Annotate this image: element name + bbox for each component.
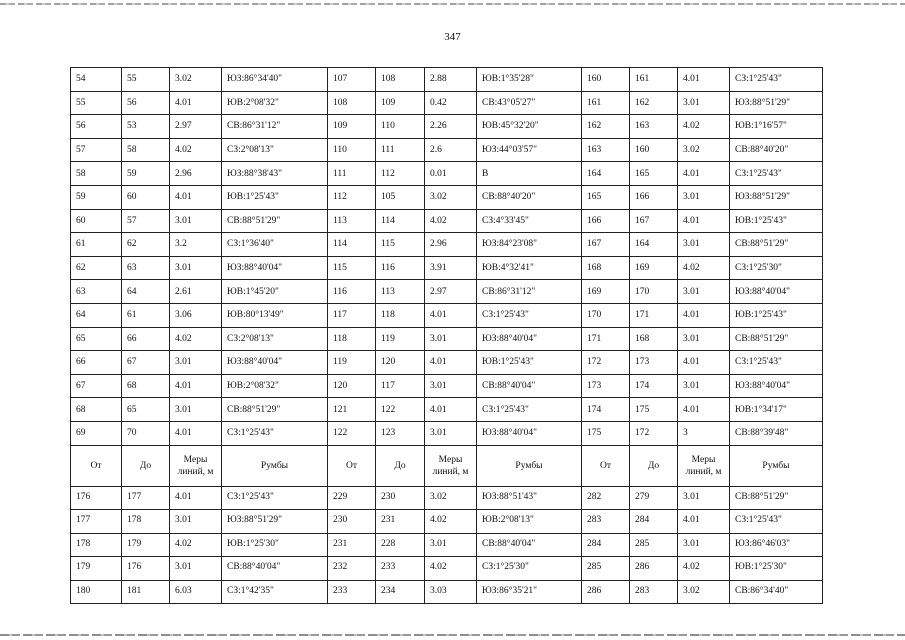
to-cell: 286 <box>630 557 678 581</box>
to-cell: 165 <box>630 162 678 186</box>
header-bearing: Румбы <box>477 445 582 486</box>
from-cell: 118 <box>328 327 376 351</box>
to-cell: 161 <box>630 68 678 92</box>
to-cell: 65 <box>122 398 170 422</box>
header-block <box>71 445 823 486</box>
bearing-cell: СЗ:1°25'43" <box>730 510 823 534</box>
to-cell: 105 <box>376 185 425 209</box>
from-cell: 63 <box>71 280 122 304</box>
header-from: От <box>71 445 122 486</box>
header-measure-line1: Меры <box>438 454 463 465</box>
from-cell: 175 <box>582 421 630 445</box>
to-cell: 173 <box>630 351 678 375</box>
bearing-cell: СВ:86°31'12" <box>477 280 582 304</box>
bearing-cell: ЮЗ:88°40'04" <box>477 421 582 445</box>
to-cell: 58 <box>122 138 170 162</box>
to-cell: 230 <box>376 486 425 510</box>
table-row <box>71 91 823 115</box>
bearing-cell: ЮВ:2°08'32" <box>222 374 328 398</box>
length-cell: 4.02 <box>170 533 222 557</box>
to-cell: 171 <box>630 303 678 327</box>
length-cell: 2.97 <box>170 115 222 139</box>
from-cell: 55 <box>71 91 122 115</box>
from-cell: 113 <box>328 209 376 233</box>
to-cell: 162 <box>630 91 678 115</box>
header-from: От <box>582 445 630 486</box>
bearing-cell: ЮЗ:88°40'04" <box>730 280 823 304</box>
length-cell: 4.02 <box>678 256 730 280</box>
to-cell: 113 <box>376 280 425 304</box>
bearing-cell: ЮВ:4°32'41" <box>477 256 582 280</box>
bearing-cell: ЮВ:1°25'43" <box>730 303 823 327</box>
from-cell: 114 <box>328 233 376 257</box>
to-cell: 108 <box>376 68 425 92</box>
to-cell: 56 <box>122 91 170 115</box>
to-cell: 166 <box>630 185 678 209</box>
to-cell: 115 <box>376 233 425 257</box>
bearing-cell: ЮЗ:88°51'43" <box>477 486 582 510</box>
header-row <box>71 445 823 486</box>
length-cell: 3.01 <box>678 185 730 209</box>
to-cell: 118 <box>376 303 425 327</box>
header-measure-line2: линий, м <box>685 466 722 477</box>
bearing-cell: ЮВ:1°35'28" <box>477 68 582 92</box>
from-cell: 68 <box>71 398 122 422</box>
length-cell: 3.01 <box>425 374 477 398</box>
bearing-cell: СЗ:4°33'45" <box>477 209 582 233</box>
bearing-cell: ЮЗ:88°51'29" <box>222 510 328 534</box>
bearing-cell: ЮВ:1°25'30" <box>730 557 823 581</box>
bearing-cell: СВ:88°51'29" <box>730 327 823 351</box>
bearing-cell: СЗ:1°25'43" <box>730 351 823 375</box>
header-measure-line1: Меры <box>691 454 716 465</box>
bearing-cell: СВ:88°51'29" <box>730 486 823 510</box>
survey-table <box>70 67 823 604</box>
bearing-cell: ЮЗ:88°40'04" <box>222 256 328 280</box>
length-cell: 4.01 <box>170 91 222 115</box>
length-cell: 4.01 <box>170 374 222 398</box>
from-cell: 65 <box>71 327 122 351</box>
from-cell: 230 <box>328 510 376 534</box>
to-cell: 123 <box>376 421 425 445</box>
length-cell: 3.03 <box>425 580 477 604</box>
bearing-cell: СВ:88°40'20" <box>730 138 823 162</box>
to-cell: 66 <box>122 327 170 351</box>
to-cell: 114 <box>376 209 425 233</box>
bearing-cell: СЗ:2°08'13" <box>222 138 328 162</box>
to-cell: 61 <box>122 303 170 327</box>
from-cell: 115 <box>328 256 376 280</box>
from-cell: 107 <box>328 68 376 92</box>
from-cell: 111 <box>328 162 376 186</box>
bearing-cell: ЮВ:1°25'43" <box>730 209 823 233</box>
table-row <box>71 327 823 351</box>
length-cell: 3.01 <box>170 398 222 422</box>
from-cell: 67 <box>71 374 122 398</box>
from-cell: 120 <box>328 374 376 398</box>
from-cell: 283 <box>582 510 630 534</box>
bearing-cell: В <box>477 162 582 186</box>
from-cell: 60 <box>71 209 122 233</box>
to-cell: 178 <box>122 510 170 534</box>
length-cell: 3.01 <box>425 327 477 351</box>
bearing-cell: ЮЗ:88°38'43" <box>222 162 328 186</box>
from-cell: 166 <box>582 209 630 233</box>
table-row <box>71 115 823 139</box>
from-cell: 121 <box>328 398 376 422</box>
from-cell: 59 <box>71 185 122 209</box>
table-row <box>71 351 823 375</box>
table-row <box>71 256 823 280</box>
table-row <box>71 580 823 604</box>
from-cell: 62 <box>71 256 122 280</box>
length-cell: 4.01 <box>678 351 730 375</box>
header-measure <box>170 445 222 486</box>
from-cell: 119 <box>328 351 376 375</box>
length-cell: 3.2 <box>170 233 222 257</box>
bearing-cell: ЮВ:2°08'32" <box>222 91 328 115</box>
length-cell: 4.02 <box>678 115 730 139</box>
from-cell: 176 <box>71 486 122 510</box>
from-cell: 285 <box>582 557 630 581</box>
to-cell: 53 <box>122 115 170 139</box>
from-cell: 284 <box>582 533 630 557</box>
length-cell: 4.01 <box>425 303 477 327</box>
table-row <box>71 162 823 186</box>
length-cell: 3.01 <box>678 91 730 115</box>
length-cell: 4.01 <box>678 303 730 327</box>
length-cell: 4.01 <box>678 68 730 92</box>
length-cell: 4.01 <box>170 421 222 445</box>
to-cell: 55 <box>122 68 170 92</box>
from-cell: 229 <box>328 486 376 510</box>
to-cell: 231 <box>376 510 425 534</box>
from-cell: 179 <box>71 557 122 581</box>
to-cell: 167 <box>630 209 678 233</box>
bearing-cell: ЮЗ:86°35'21" <box>477 580 582 604</box>
to-cell: 179 <box>122 533 170 557</box>
bearing-cell: СЗ:1°25'43" <box>730 162 823 186</box>
from-cell: 161 <box>582 91 630 115</box>
table-row <box>71 303 823 327</box>
to-cell: 119 <box>376 327 425 351</box>
bearing-cell: ЮВ:2°08'13" <box>477 510 582 534</box>
bearing-cell: ЮЗ:44°03'57" <box>477 138 582 162</box>
to-cell: 109 <box>376 91 425 115</box>
from-cell: 122 <box>328 421 376 445</box>
lower-rows <box>71 486 823 604</box>
to-cell: 64 <box>122 280 170 304</box>
length-cell: 3.02 <box>678 580 730 604</box>
length-cell: 4.01 <box>678 209 730 233</box>
bearing-cell: ЮВ:1°45'20" <box>222 280 328 304</box>
length-cell: 3.01 <box>170 351 222 375</box>
to-cell: 60 <box>122 185 170 209</box>
length-cell: 3.02 <box>170 68 222 92</box>
bearing-cell: СВ:88°51'29" <box>222 398 328 422</box>
from-cell: 108 <box>328 91 376 115</box>
from-cell: 163 <box>582 138 630 162</box>
length-cell: 3.01 <box>678 327 730 351</box>
length-cell: 2.96 <box>425 233 477 257</box>
from-cell: 231 <box>328 533 376 557</box>
upper-rows <box>71 68 823 446</box>
from-cell: 57 <box>71 138 122 162</box>
from-cell: 66 <box>71 351 122 375</box>
from-cell: 180 <box>71 580 122 604</box>
length-cell: 4.01 <box>678 162 730 186</box>
bearing-cell: ЮЗ:88°51'29" <box>730 185 823 209</box>
from-cell: 167 <box>582 233 630 257</box>
length-cell: 2.26 <box>425 115 477 139</box>
to-cell: 67 <box>122 351 170 375</box>
from-cell: 164 <box>582 162 630 186</box>
to-cell: 283 <box>630 580 678 604</box>
length-cell: 3.06 <box>170 303 222 327</box>
bearing-cell: СЗ:1°25'43" <box>222 421 328 445</box>
table-row <box>71 185 823 209</box>
bearing-cell: ЮВ:1°34'17" <box>730 398 823 422</box>
to-cell: 234 <box>376 580 425 604</box>
to-cell: 62 <box>122 233 170 257</box>
length-cell: 4.01 <box>170 486 222 510</box>
length-cell: 4.01 <box>425 398 477 422</box>
from-cell: 169 <box>582 280 630 304</box>
length-cell: 4.02 <box>425 510 477 534</box>
from-cell: 286 <box>582 580 630 604</box>
bearing-cell: СВ:88°39'48" <box>730 421 823 445</box>
length-cell: 4.02 <box>425 209 477 233</box>
bearing-cell: ЮВ:1°16'57" <box>730 115 823 139</box>
header-to: До <box>630 445 678 486</box>
length-cell: 2.88 <box>425 68 477 92</box>
table-row <box>71 510 823 534</box>
bearing-cell: ЮЗ:88°40'04" <box>477 327 582 351</box>
from-cell: 116 <box>328 280 376 304</box>
bearing-cell: ЮЗ:84°23'08" <box>477 233 582 257</box>
bearing-cell: СВ:88°40'04" <box>477 533 582 557</box>
bearing-cell: ЮВ:80°13'49" <box>222 303 328 327</box>
length-cell: 4.02 <box>425 557 477 581</box>
length-cell: 4.01 <box>170 185 222 209</box>
table-row <box>71 421 823 445</box>
length-cell: 3.01 <box>678 533 730 557</box>
length-cell: 2.97 <box>425 280 477 304</box>
length-cell: 2.61 <box>170 280 222 304</box>
length-cell: 3.01 <box>678 486 730 510</box>
bearing-cell: ЮВ:1°25'43" <box>222 185 328 209</box>
to-cell: 233 <box>376 557 425 581</box>
to-cell: 172 <box>630 421 678 445</box>
to-cell: 279 <box>630 486 678 510</box>
to-cell: 110 <box>376 115 425 139</box>
length-cell: 4.01 <box>425 351 477 375</box>
to-cell: 160 <box>630 138 678 162</box>
length-cell: 3 <box>678 421 730 445</box>
bearing-cell: СЗ:2°08'13" <box>222 327 328 351</box>
header-measure-line1: Меры <box>183 454 208 465</box>
header-to: До <box>122 445 170 486</box>
to-cell: 285 <box>630 533 678 557</box>
table-row <box>71 138 823 162</box>
length-cell: 3.01 <box>678 280 730 304</box>
to-cell: 57 <box>122 209 170 233</box>
length-cell: 4.01 <box>678 398 730 422</box>
bearing-cell: СЗ:1°42'35" <box>222 580 328 604</box>
scan-edge-bottom <box>0 634 905 636</box>
bearing-cell: СВ:88°51'29" <box>222 209 328 233</box>
to-cell: 175 <box>630 398 678 422</box>
from-cell: 178 <box>71 533 122 557</box>
table-row <box>71 233 823 257</box>
to-cell: 63 <box>122 256 170 280</box>
bearing-cell: СВ:43°05'27" <box>477 91 582 115</box>
to-cell: 122 <box>376 398 425 422</box>
length-cell: 3.01 <box>170 209 222 233</box>
page-number: 347 <box>444 31 461 43</box>
from-cell: 282 <box>582 486 630 510</box>
to-cell: 177 <box>122 486 170 510</box>
length-cell: 3.01 <box>425 533 477 557</box>
bearing-cell: СВ:88°40'04" <box>222 557 328 581</box>
to-cell: 68 <box>122 374 170 398</box>
header-from: От <box>328 445 376 486</box>
from-cell: 56 <box>71 115 122 139</box>
length-cell: 2.96 <box>170 162 222 186</box>
to-cell: 112 <box>376 162 425 186</box>
table-row <box>71 486 823 510</box>
from-cell: 109 <box>328 115 376 139</box>
table-row <box>71 280 823 304</box>
to-cell: 169 <box>630 256 678 280</box>
header-measure <box>425 445 477 486</box>
from-cell: 64 <box>71 303 122 327</box>
bearing-cell: СВ:88°40'20" <box>477 185 582 209</box>
from-cell: 162 <box>582 115 630 139</box>
bearing-cell: ЮЗ:86°34'40" <box>222 68 328 92</box>
bearing-cell: ЮВ:1°25'30" <box>222 533 328 557</box>
header-bearing: Румбы <box>222 445 328 486</box>
from-cell: 54 <box>71 68 122 92</box>
length-cell: 3.01 <box>678 374 730 398</box>
to-cell: 59 <box>122 162 170 186</box>
bearing-cell: СВ:88°51'29" <box>730 233 823 257</box>
from-cell: 233 <box>328 580 376 604</box>
to-cell: 117 <box>376 374 425 398</box>
length-cell: 3.02 <box>678 138 730 162</box>
length-cell: 2.6 <box>425 138 477 162</box>
bearing-cell: СВ:88°40'04" <box>477 374 582 398</box>
from-cell: 110 <box>328 138 376 162</box>
from-cell: 69 <box>71 421 122 445</box>
table-row <box>71 209 823 233</box>
bearing-cell: СЗ:1°25'43" <box>477 398 582 422</box>
length-cell: 4.02 <box>170 138 222 162</box>
to-cell: 116 <box>376 256 425 280</box>
to-cell: 163 <box>630 115 678 139</box>
to-cell: 176 <box>122 557 170 581</box>
from-cell: 58 <box>71 162 122 186</box>
length-cell: 3.01 <box>425 421 477 445</box>
from-cell: 170 <box>582 303 630 327</box>
bearing-cell: ЮЗ:88°40'04" <box>730 374 823 398</box>
to-cell: 228 <box>376 533 425 557</box>
bearing-cell: СЗ:1°25'30" <box>477 557 582 581</box>
from-cell: 172 <box>582 351 630 375</box>
from-cell: 61 <box>71 233 122 257</box>
to-cell: 111 <box>376 138 425 162</box>
bearing-cell: ЮЗ:88°40'04" <box>222 351 328 375</box>
length-cell: 6.03 <box>170 580 222 604</box>
bearing-cell: СЗ:1°25'30" <box>730 256 823 280</box>
length-cell: 3.02 <box>425 486 477 510</box>
to-cell: 284 <box>630 510 678 534</box>
to-cell: 168 <box>630 327 678 351</box>
header-measure <box>678 445 730 486</box>
bearing-cell: ЮЗ:88°51'29" <box>730 91 823 115</box>
length-cell: 3.01 <box>170 256 222 280</box>
to-cell: 164 <box>630 233 678 257</box>
header-measure-line2: линий, м <box>177 466 214 477</box>
bearing-cell: СЗ:1°36'40" <box>222 233 328 257</box>
bearing-cell: СВ:86°31'12" <box>222 115 328 139</box>
from-cell: 177 <box>71 510 122 534</box>
bearing-cell: СЗ:1°25'43" <box>730 68 823 92</box>
to-cell: 174 <box>630 374 678 398</box>
to-cell: 170 <box>630 280 678 304</box>
length-cell: 0.01 <box>425 162 477 186</box>
from-cell: 168 <box>582 256 630 280</box>
scan-edge-top <box>0 3 905 5</box>
from-cell: 174 <box>582 398 630 422</box>
length-cell: 3.91 <box>425 256 477 280</box>
bearing-cell: ЮВ:1°25'43" <box>477 351 582 375</box>
from-cell: 117 <box>328 303 376 327</box>
bearing-cell: СВ:86°34'40" <box>730 580 823 604</box>
bearing-cell: ЮЗ:86°46'03" <box>730 533 823 557</box>
header-bearing: Румбы <box>730 445 823 486</box>
to-cell: 70 <box>122 421 170 445</box>
table-row <box>71 533 823 557</box>
bearing-cell: СЗ:1°25'43" <box>477 303 582 327</box>
from-cell: 232 <box>328 557 376 581</box>
table-row <box>71 557 823 581</box>
header-to: До <box>376 445 425 486</box>
length-cell: 3.01 <box>170 557 222 581</box>
table-row <box>71 68 823 92</box>
length-cell: 0.42 <box>425 91 477 115</box>
length-cell: 4.02 <box>678 557 730 581</box>
bearing-cell: ЮВ:45°32'20" <box>477 115 582 139</box>
from-cell: 112 <box>328 185 376 209</box>
table-row <box>71 374 823 398</box>
length-cell: 3.01 <box>170 510 222 534</box>
length-cell: 4.02 <box>170 327 222 351</box>
header-measure-line2: линий, м <box>432 466 469 477</box>
to-cell: 181 <box>122 580 170 604</box>
table-row <box>71 398 823 422</box>
to-cell: 120 <box>376 351 425 375</box>
from-cell: 173 <box>582 374 630 398</box>
bearing-cell: СЗ:1°25'43" <box>222 486 328 510</box>
from-cell: 165 <box>582 185 630 209</box>
length-cell: 3.02 <box>425 185 477 209</box>
from-cell: 160 <box>582 68 630 92</box>
length-cell: 4.01 <box>678 510 730 534</box>
length-cell: 3.01 <box>678 233 730 257</box>
from-cell: 171 <box>582 327 630 351</box>
